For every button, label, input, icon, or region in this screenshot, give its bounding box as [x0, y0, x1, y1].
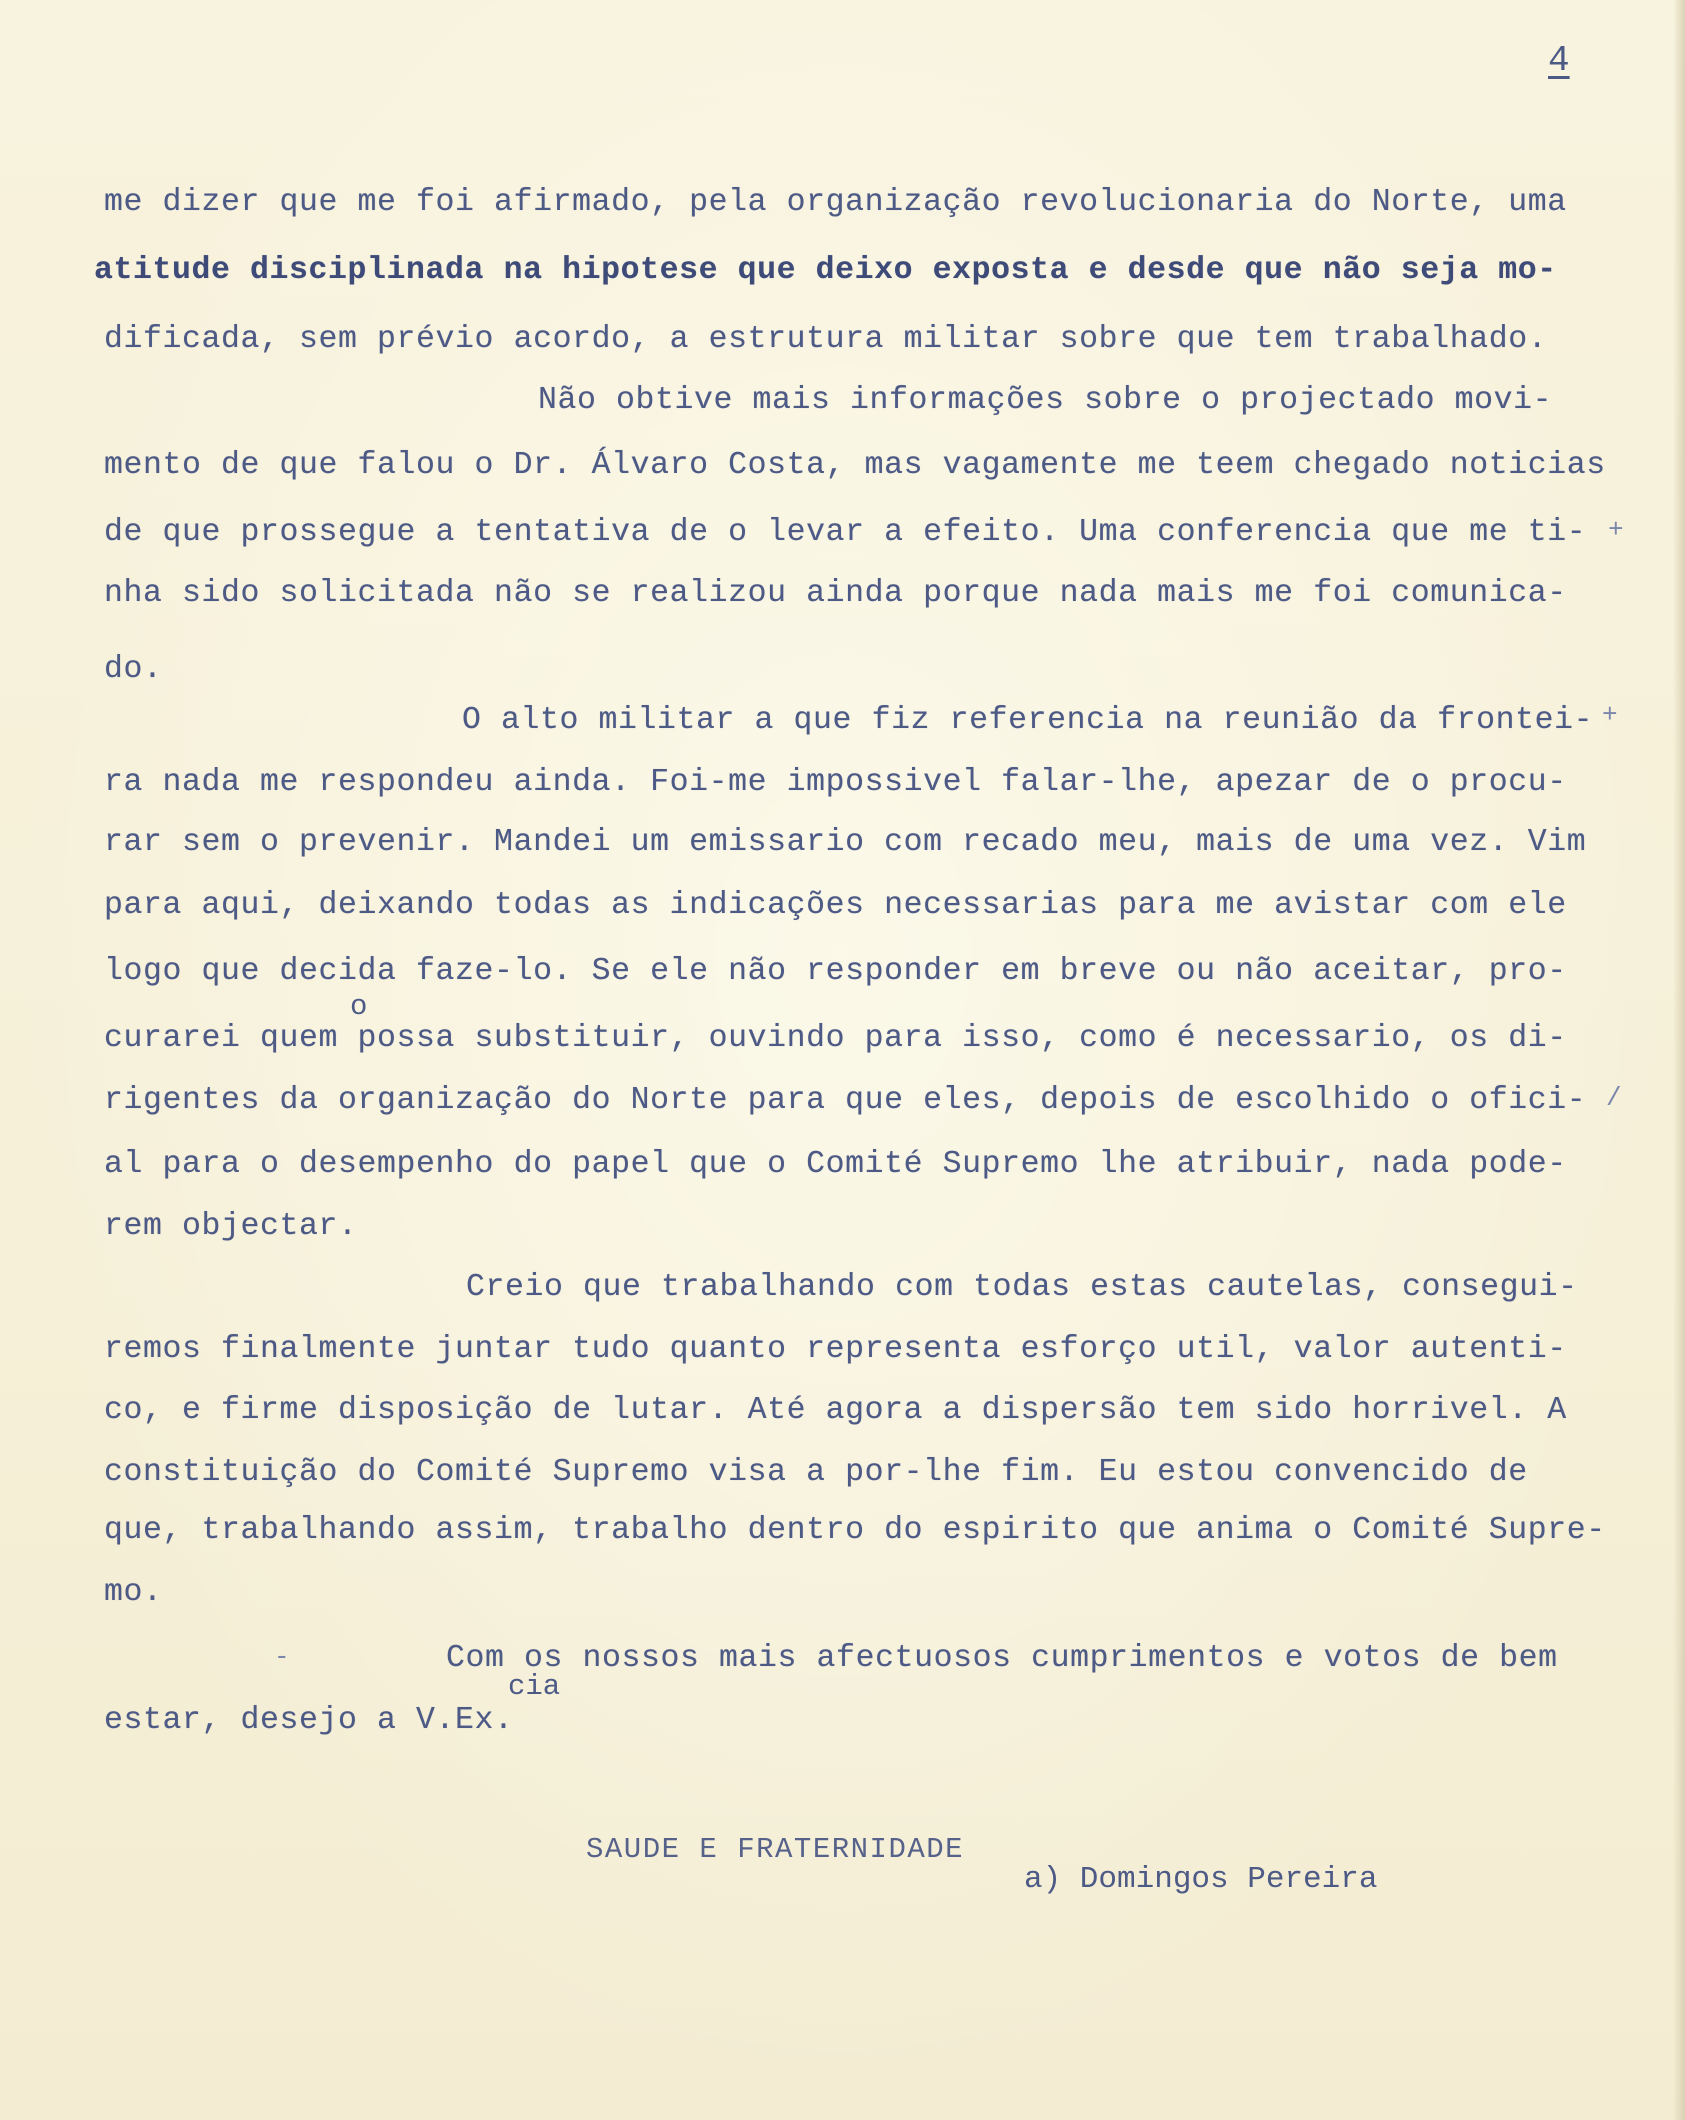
page-number: 4 [1548, 40, 1570, 81]
margin-mark: / [1606, 1083, 1622, 1113]
margin-mark: - [274, 1642, 290, 1672]
text-line-24: Com os nossos mais afectuosos cumprimentos e votos de bem [446, 1641, 1558, 1676]
text-line-25: estar, desejo a V.Ex. [104, 1703, 514, 1738]
interlinear-correction-cia: cia [508, 1670, 561, 1703]
text-line-17: rem objectar. [104, 1209, 358, 1244]
text-line-10: ra nada me respondeu ainda. Foi-me impossivel falar-lhe, apezar de o procu- [104, 765, 1567, 800]
paper-edge-shadow [1673, 0, 1685, 2120]
text-line-13: logo que decida faze-lo. Se ele não responder em breve ou não aceitar, pro- [104, 954, 1567, 989]
text-line-14: curarei quem possa substituir, ouvindo para isso, como é necessario, os di- [104, 1021, 1567, 1056]
text-line-19: remos finalmente juntar tudo quanto representa esforço util, valor autenti- [104, 1332, 1567, 1367]
text-line-12: para aqui, deixando todas as indicações necessarias para me avistar com ele [104, 888, 1567, 923]
text-line-23: mo. [104, 1575, 163, 1610]
text-line-16: al para o desempenho do papel que o Comité Supremo lhe atribuir, nada pode- [104, 1147, 1567, 1182]
text-line-1: me dizer que me foi afirmado, pela organização revolucionaria do Norte, uma [104, 185, 1567, 220]
margin-mark: + [1608, 515, 1624, 545]
text-line-20: co, e firme disposição de lutar. Até agora a dispersão tem sido horrivel. A [104, 1393, 1567, 1428]
text-line-4: Não obtive mais informações sobre o projectado movi- [538, 383, 1553, 418]
margin-mark: + [1602, 700, 1618, 730]
text-line-22: que, trabalhando assim, trabalho dentro do espirito que anima o Comité Supre- [104, 1513, 1606, 1548]
text-line-18: Creio que trabalhando com todas estas cautelas, consegui- [466, 1270, 1578, 1305]
text-line-6: de que prossegue a tentativa de o levar a efeito. Uma conferencia que me ti- [104, 515, 1587, 550]
text-line-11: rar sem o prevenir. Mandei um emissario com recado meu, mais de uma vez. Vim [104, 825, 1587, 860]
text-line-5: mento de que falou o Dr. Álvaro Costa, mas vagamente me teem chegado noticias [104, 448, 1606, 483]
signature-line: a) Domingos Pereira [1024, 1862, 1378, 1897]
text-line-2: atitude disciplinada na hipotese que deixo exposta e desde que não seja mo- [94, 253, 1557, 288]
text-line-7: nha sido solicitada não se realizou ainda porque nada mais me foi comunica- [104, 576, 1567, 611]
text-line-21: constituição do Comité Supremo visa a por-lhe fim. Eu estou convencido de [104, 1455, 1528, 1490]
text-line-8: do. [104, 652, 163, 687]
text-line-9: O alto militar a que fiz referencia na reunião da frontei- [462, 703, 1594, 738]
interlinear-correction-o: o [350, 990, 368, 1023]
text-line-3: dificada, sem prévio acordo, a estrutura militar sobre que tem trabalhado. [104, 322, 1548, 357]
closing-salutation: SAUDE E FRATERNIDADE [586, 1833, 965, 1866]
text-line-15: rigentes da organização do Norte para que eles, depois de escolhido o ofici- [104, 1083, 1587, 1118]
